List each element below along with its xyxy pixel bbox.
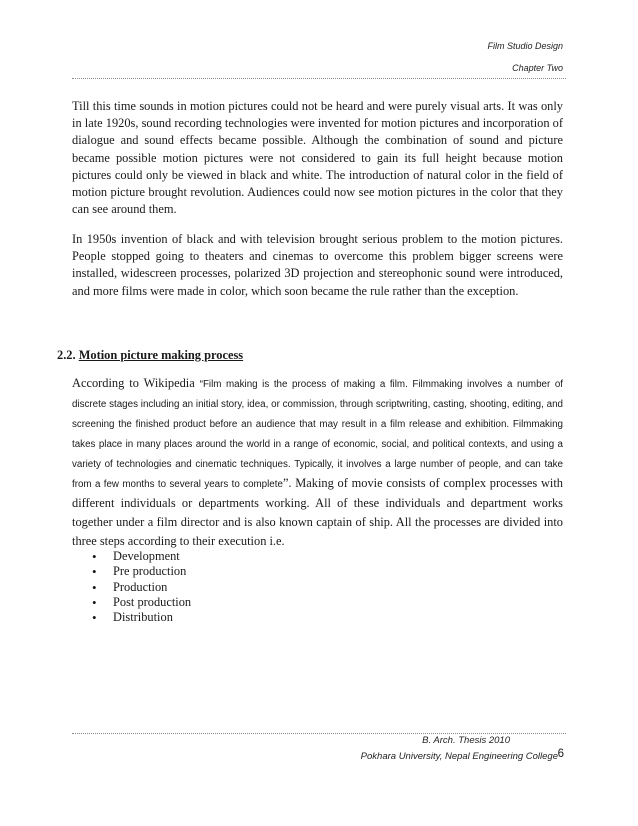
bullet-icon: • [92, 610, 97, 626]
list-item [92, 564, 191, 579]
footer-institution: Pokhara University, Nepal Engineering College [360, 751, 558, 762]
page-number: 6 [557, 748, 564, 760]
bullet-icon: • [92, 549, 97, 564]
list-item-label: Post production [113, 594, 192, 609]
footer-thesis: B. Arch. Thesis 2010 [422, 735, 510, 746]
list-item [92, 595, 191, 610]
header-divider [72, 78, 566, 79]
bullet-icon: • [92, 594, 97, 610]
intro-text: According to Wikipedia [72, 376, 200, 390]
header-title: Film Studio Design [487, 41, 563, 51]
paragraph-sound-and-color: Till this time sounds in motion pictures could not be heard and were purely visual arts. It was only in late 1920s, sound recording technologies were invented for motion pictures and incorporation of dialogue and sound effects became possible. Although the combination of sound and picture became possible motion pictures were not considered to gain its full height because motion pictures could only be viewed in black and white. The introduction of natural color in the field of motion picture brought revolution. Audiences could now see motion pictures in the color that they can see around them. [72, 99, 563, 217]
process-steps-list [92, 549, 191, 625]
quote-continuation: ”. Making of movie consists of complex processes with different individuals or departments working. All of these individuals and department works together under a film director and is also known captain of ship. All the processes are divided into three steps according to their execution i.e. [72, 476, 563, 548]
header-chapter: Chapter Two [512, 63, 563, 73]
section-number: 2.2. [57, 348, 76, 362]
bullet-icon: • [92, 579, 97, 595]
bullet-icon: • [92, 564, 97, 580]
section-title: Motion picture making process [78, 348, 244, 362]
footer-divider [72, 733, 566, 734]
list-item-label: Production [113, 579, 168, 594]
paragraph-television-era: In 1950s invention of black and with television brought serious problem to the motion pictures. People stopped going to theaters and cinemas to overcome this problem bigger screens were installed, widescreen processes, polarized 3D projection and stereophonic sound were introduced, and more films were made in color, which soon became the rule rather than the exception. [72, 232, 563, 298]
list-item-label: Pre production [113, 564, 187, 579]
list-item [92, 610, 191, 625]
list-item [92, 580, 191, 595]
list-item-label: Distribution [113, 610, 173, 625]
paragraph-wikipedia-definition [72, 374, 563, 551]
section-heading [57, 348, 243, 363]
wikipedia-quote: “Film making is the process of making a film. Filmmaking involves a number of discrete stages including an initial story, idea, or commission, through scriptwriting, casting, shooting, editing, and screening the finished product before an audience that may result in a film release and exhibition. Filmmaking takes place in many places around the world in a range of economic, social, and political contexts, and using a variety of technologies and cinematic techniques. Typically, it involves a large number of people, and can take from a few months to several years to complete [72, 379, 563, 490]
list-item-label: Development [113, 549, 180, 563]
list-item [92, 549, 191, 564]
